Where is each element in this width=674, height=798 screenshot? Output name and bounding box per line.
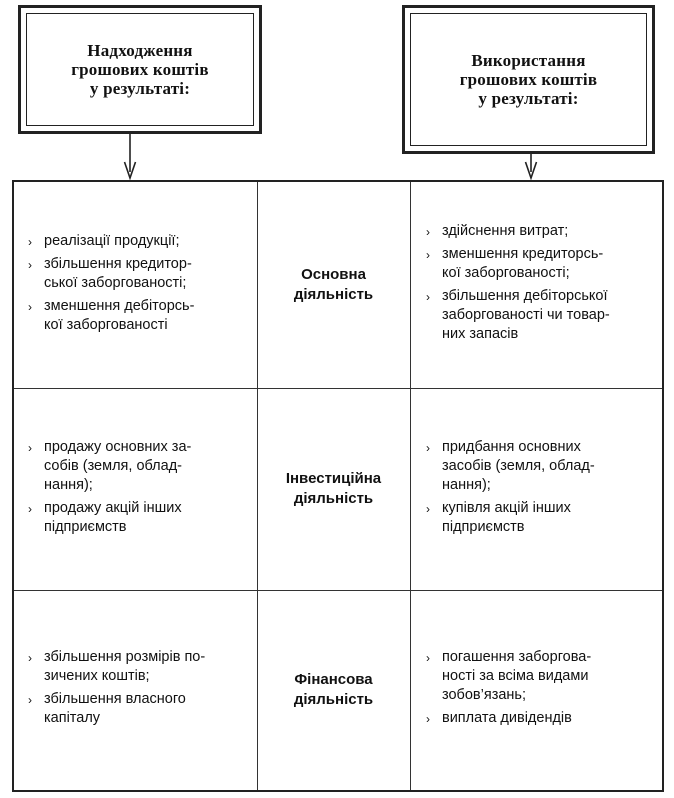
activities-grid [12,180,664,792]
list-item-text: збільшення дебіторської заборгованості чи товар- них запасів [442,288,610,342]
bullet-icon: › [28,299,32,314]
bullet-icon: › [426,651,430,665]
financing-inflows-cell [14,590,257,790]
list-item [422,709,656,728]
list-item [24,297,249,335]
investing-inflows-cell [14,388,257,590]
bullet-icon: › [426,712,430,726]
financing-outflows-list [422,648,656,732]
list-item [24,648,249,686]
arrow-down-icon [125,134,136,178]
list-item-text: реалізації продукції; [44,232,180,249]
investing-inflows-list [24,438,249,541]
list-item-text: погашення заборгова- ності за всіма видами зобов’язань; [442,649,592,703]
list-item [422,438,656,495]
bullet-icon: › [28,257,32,272]
list-item [24,690,249,728]
list-item [24,438,249,495]
list-item-text: зменшення кредиторсь- кої заборгованості; [442,246,604,281]
list-item-text: збільшення розмірів по- зичених коштів; [44,649,206,684]
arrow-down-icon [526,154,537,178]
bullet-icon: › [426,225,430,239]
financing-inflows-list [24,648,249,732]
financing-activity-label: Фінансова діяльність [293,671,374,708]
bullet-icon: › [28,693,32,707]
bullet-icon: › [28,234,32,249]
bullet-icon: › [28,651,32,665]
bullet-icon: › [426,501,430,516]
list-item-text: придбання основних засобів (земля, облад- нання); [442,438,595,493]
operating-inflows-list [24,232,249,339]
operating-activity-cell [257,182,410,388]
list-item [24,255,249,293]
bullet-icon: › [28,440,32,455]
list-item-text: зменшення дебіторсь- кої заборгованості [44,297,195,333]
list-item-text: продажу акцій інших підприємств [44,499,182,535]
bullet-icon: › [28,501,32,516]
list-item [422,245,656,283]
outflows-header-title: Використання грошових коштів у результаті: [459,51,598,108]
investing-activity-label: Інвестиційна діяльність [285,470,382,507]
list-item [422,499,656,537]
financing-outflows-cell [410,590,662,790]
inflows-header-title: Надходження грошових коштів у результаті: [71,41,209,98]
list-item-text: збільшення власного капіталу [44,691,186,726]
list-item [422,287,656,344]
list-item-text: продажу основних за- собів (земля, облад- нання); [44,438,192,493]
operating-outflows-list [422,222,656,348]
financing-activity-cell [257,590,410,790]
operating-activity-label: Основна діяльність [293,266,374,303]
list-item [24,232,249,251]
bullet-icon: › [426,440,430,455]
list-item-text: виплата дивідендів [442,710,572,726]
list-item-text: купівля акцій інших підприємств [442,499,571,535]
operating-outflows-cell [410,182,662,388]
investing-activity-cell [257,388,410,590]
investing-outflows-cell [410,388,662,590]
investing-outflows-list [422,438,656,541]
bullet-icon: › [426,248,430,262]
list-item [422,222,656,241]
list-item [422,648,656,705]
list-item-text: збільшення кредитор- ської заборгованості; [44,255,192,291]
list-item [24,499,249,537]
list-item-text: здійснення витрат; [442,223,569,239]
operating-inflows-cell [14,182,257,388]
bullet-icon: › [426,290,430,304]
